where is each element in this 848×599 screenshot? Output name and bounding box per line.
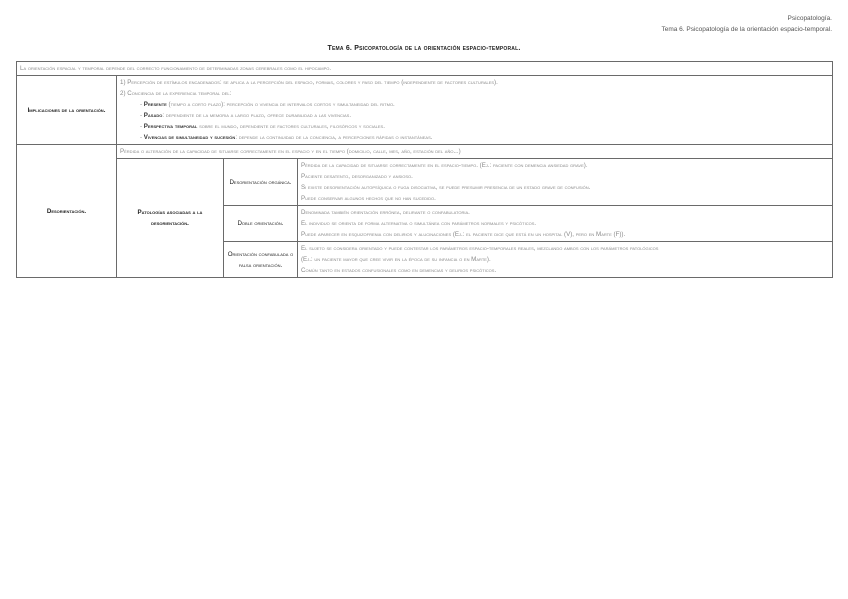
item-term: Vivencias de simultaneidad y sucesión	[143, 134, 236, 141]
pathology-name: Doble orientación.	[224, 206, 298, 242]
description-line: Puede aparecer en esquizofrenia con delirios y alucinaciones (Ej.: el paciente dice que está en un hospital (V), pero en Marte (F)).	[301, 231, 626, 238]
intro-row	[17, 62, 833, 76]
pathology-description	[298, 206, 833, 242]
header-topic: Tema 6. Psicopatología de la orientación espacio-temporal.	[661, 26, 832, 33]
implicaciones-item: - Pasado: dependiente de la memoria a largo plazo, ofrece durabilidad a las vivencias.	[140, 112, 352, 119]
item-term: Pasado	[143, 112, 163, 119]
implicaciones-header: Implicaciones de la orientación.	[17, 76, 117, 145]
item-term: Perspectiva temporal	[143, 123, 198, 130]
implicaciones-line-1: 1) Percepción de estímulos encadenados: se aplica a la percepción del espacio, formas, colores y paso del tiempo (independiente de factores culturales).	[120, 79, 498, 86]
summary-table	[16, 61, 833, 278]
item-term: Presente	[143, 101, 167, 108]
item-desc: : dependiente de la memoria a largo plazo, ofrece durabilidad a las vivencias.	[162, 112, 352, 119]
implicaciones-content	[117, 76, 833, 145]
item-desc: : depende la continuidad de la conciencia, a percepciones rápidas o instantáneas.	[235, 134, 433, 141]
implicaciones-line-2: 2) Conciencia de la experiencia temporal del:	[120, 90, 232, 97]
header-course: Psicopatología.	[787, 15, 832, 22]
description-line: Si existe desorientación autopsíquica o fuga disociativa, se puede presumir presencia de un estado grave de confusión.	[301, 184, 591, 191]
desorientacion-header: Desorientación.	[17, 145, 117, 278]
pathology-description	[298, 242, 833, 278]
desorientacion-definition	[117, 145, 833, 159]
description-line: Denominada también orientación errónea, delirante o confabulatoria.	[301, 209, 470, 216]
definition-text: Pérdida o alteración de la capacidad de situarse correctamente en el espacio y en el tiempo (domicilio, calle, mes, año, estación del año...)	[120, 148, 461, 155]
description-line: El individuo se orienta de forma alternativa o simultánea con parámetros normales y psicóticos.	[301, 220, 537, 227]
item-desc: (tiempo a corto plazo): percepción o vivencia de intervalos cortos y simultaneidad del ritmo.	[166, 101, 395, 108]
description-line: El sujeto se considera orientado y puede contestar los parámetros espacio-temporales reales, mezclando ambos con los parámetros patológicos	[301, 245, 659, 252]
description-line: Pérdida de la capacidad de situarse correctamente en el espacio-tiempo. (Ej.: paciente con demencia ansiedad grave).	[301, 162, 588, 169]
document-title: Tema 6. Psicopatología de la orientación espacio-temporal.	[327, 45, 521, 52]
pathology-name: Orientación confabulada o falsa orientación.	[224, 242, 298, 278]
item-desc: sobre el mundo, dependiente de factores culturales, filosóficos y sociales.	[197, 123, 385, 130]
intro-text: La orientación espacial y temporal depende del correcto funcionamiento de determinadas zonas cerebrales como el hipocampo.	[20, 65, 332, 72]
description-line: Común tanto en estados confusionales como en demencias y delirios psicóticos.	[301, 267, 497, 274]
description-line: (Ej.: un paciente mayor que cree vivir en la época de su infancia o en Marte).	[301, 256, 491, 263]
implicaciones-item: - Perspectiva temporal sobre el mundo, dependiente de factores culturales, filosóficos y sociales.	[140, 123, 385, 130]
patologias-header: Patologías asociadas a la desorientación.	[117, 159, 224, 278]
page-header	[661, 13, 832, 35]
pathology-name: Desorientación orgánica.	[224, 159, 298, 206]
pathology-description	[298, 159, 833, 206]
description-line: Paciente desatento, desorganizado y ansioso.	[301, 173, 413, 180]
description-line: Puede conservar algunos hechos que no han sucedido.	[301, 195, 436, 202]
implicaciones-item: - Vivencias de simultaneidad y sucesión: depende la continuidad de la conciencia, a percepciones rápidas o instantáneas.	[140, 134, 433, 141]
implicaciones-item: - Presente (tiempo a corto plazo): percepción o vivencia de intervalos cortos y simultaneidad del ritmo.	[140, 101, 395, 108]
